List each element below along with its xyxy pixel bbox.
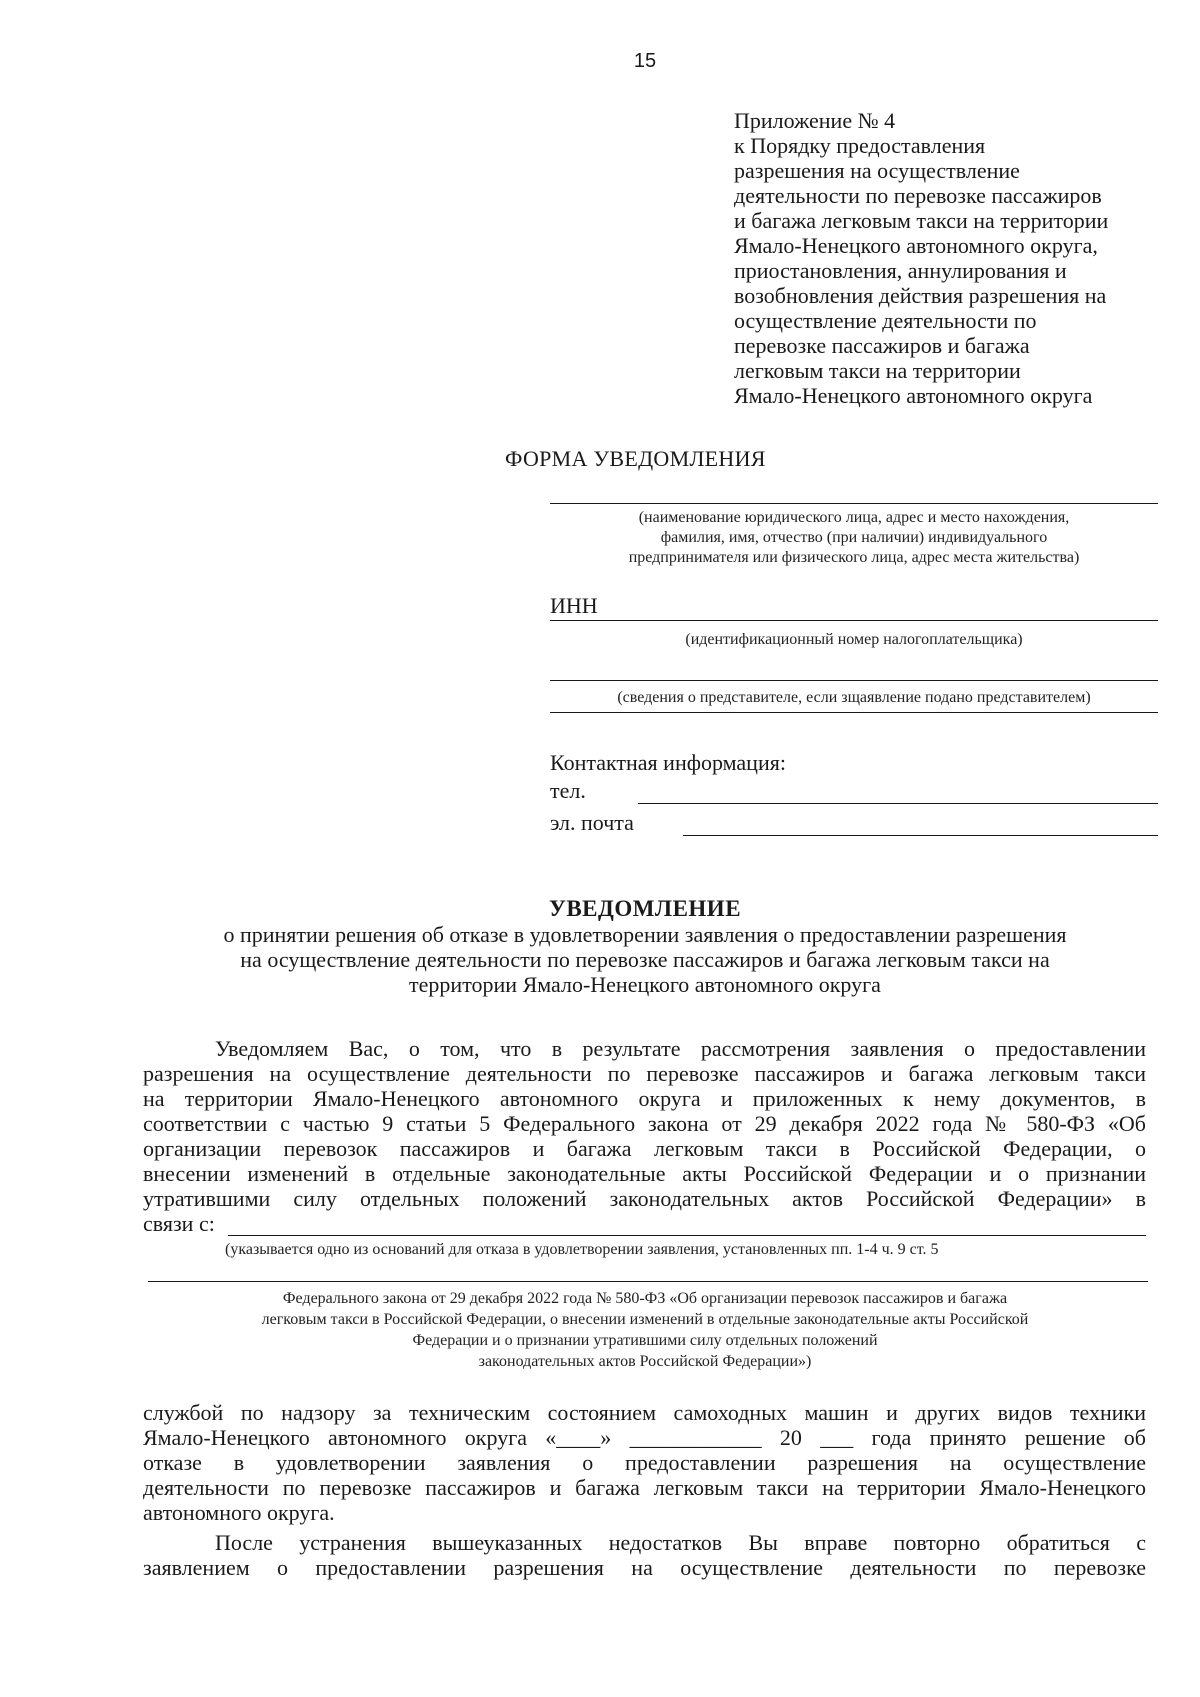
hint-line: законодательных актов Российской Федерации»): [478, 1353, 812, 1370]
paragraph-line: организации перевозок пассажиров и багажа легковым такси в Российской Федерации, о: [143, 1136, 1146, 1161]
form-title: ФОРМА УВЕДОМЛЕНИЯ: [505, 446, 766, 471]
paragraph-line: утратившими силу отдельных положений законодательных актов Российской Федерации» в: [143, 1186, 1146, 1211]
notice-paragraph-2: [143, 1400, 1146, 1525]
hint-line: Федерального закона от 29 декабря 2022 года № 580-ФЗ «Об организации перевозок пассажиров и багажа: [282, 1290, 1008, 1307]
page-number: 15: [633, 50, 657, 72]
paragraph-line: разрешения на осуществление деятельности по перевозке пассажиров и багажа легковым такси: [143, 1061, 1146, 1086]
notice-paragraph-3: [143, 1530, 1146, 1580]
notice-title: УВЕДОМЛЕНИЕ: [548, 896, 742, 921]
inn-label: ИНН: [550, 593, 598, 618]
appendix-line: Ямало-Ненецкого автономного округа: [734, 383, 1093, 408]
representative-underline: [550, 712, 1158, 713]
appendix-line: и багажа легковым такси на территории: [734, 208, 1109, 233]
representative-field-line[interactable]: [550, 680, 1158, 681]
appendix-line: Ямало-Ненецкого автономного округа,: [734, 233, 1098, 258]
paragraph-line: автономного округа.: [143, 1500, 335, 1525]
hint-line: предпринимателя или физического лица, адрес места жительства): [628, 549, 1080, 566]
contact-info-label: Контактная информация:: [550, 750, 786, 775]
reason-field-line[interactable]: [228, 1235, 1146, 1236]
appendix-line: деятельности по перевозке пассажиров: [734, 183, 1102, 208]
paragraph-line: заявлением о предоставлении разрешения на осуществление деятельности по перевозке: [143, 1555, 1146, 1580]
notice-subtitle: [140, 922, 1150, 997]
appendix-line: Приложение № 4: [734, 108, 896, 133]
paragraph-line: службой по надзору за техническим состоянием самоходных машин и других видов техники: [143, 1400, 1146, 1425]
paragraph-line: соответствии с частью 9 статьи 5 Федерального закона от 29 декабря 2022 года № 580-ФЗ «Об: [143, 1111, 1146, 1136]
email-field-line[interactable]: [683, 835, 1158, 836]
inn-field-line[interactable]: [550, 620, 1158, 621]
inn-hint: (идентификационный номер налогоплательщика): [685, 631, 1023, 648]
representative-hint: (сведения о представителе, если зщаявление подано представителем): [617, 689, 1091, 706]
notice-paragraph-1: [143, 1036, 1146, 1211]
paragraph-line: Уведомляем Вас, о том, что в результате рассмотрения заявления о предоставлении: [215, 1036, 1146, 1061]
phone-field-line[interactable]: [638, 803, 1158, 804]
phone-label: тел.: [550, 778, 586, 803]
hint-line: Федерации и о признании утратившими силу отдельных положений: [412, 1332, 878, 1349]
paragraph-line: деятельности по перевозке пассажиров и багажа легковым такси на территории Ямало-Ненецкого: [143, 1475, 1146, 1500]
paragraph-line: Ямало-Ненецкого автономного округа «____» ____________ 20 ___ года принято решение об: [143, 1425, 1146, 1450]
subtitle-line: о принятии решения об отказе в удовлетворении заявления о предоставлении разрешения: [223, 922, 1067, 947]
reason-continuation-line[interactable]: [148, 1281, 1148, 1282]
appendix-line: легковым такси на территории: [734, 358, 1021, 383]
appendix-line: осуществление деятельности по: [734, 308, 1037, 333]
reason-hint: [140, 1288, 1150, 1372]
appendix-line: возобновления действия разрешения на: [734, 283, 1107, 308]
paragraph-line: После устранения вышеуказанных недостатков Вы вправе повторно обратиться с: [215, 1530, 1146, 1555]
paragraph-line: внесении изменений в отдельные законодательные акты Российской Федерации и о признании: [143, 1161, 1146, 1186]
paragraph-line: отказе в удовлетворении заявления о предоставлении разрешения на осуществление: [143, 1450, 1146, 1475]
appendix-line: перевозке пассажиров и багажа: [734, 333, 1030, 358]
email-label: эл. почта: [550, 810, 634, 835]
applicant-name-hint: [550, 508, 1158, 568]
hint-line: (наименование юридического лица, адрес и место нахождения,: [638, 509, 1070, 526]
hint-line: фамилия, имя, отчество (при наличии) индивидуального: [660, 529, 1048, 546]
appendix-line: приостановления, аннулирования и: [734, 258, 1067, 283]
appendix-header: [734, 108, 1174, 408]
appendix-line: к Порядку предоставления: [734, 133, 986, 158]
reason-hint-line-1: (указывается одно из оснований для отказа в удовлетворении заявления, установленных пп. 1-4 ч. 9 ст. 5: [225, 1241, 939, 1258]
appendix-line: разрешения на осуществление: [734, 158, 1020, 183]
subtitle-line: на осуществление деятельности по перевозке пассажиров и багажа легковым такси на: [240, 947, 1050, 972]
reason-label: связи с:: [143, 1211, 215, 1236]
paragraph-line: на территории Ямало-Ненецкого автономного округа и приложенных к нему документов, в: [143, 1086, 1146, 1111]
applicant-name-field-line[interactable]: [550, 503, 1158, 504]
hint-line: легковым такси в Российской Федерации, о внесении изменений в отдельные законодательные акты Российской: [261, 1311, 1029, 1328]
subtitle-line: территории Ямало-Ненецкого автономного округа: [409, 972, 881, 997]
